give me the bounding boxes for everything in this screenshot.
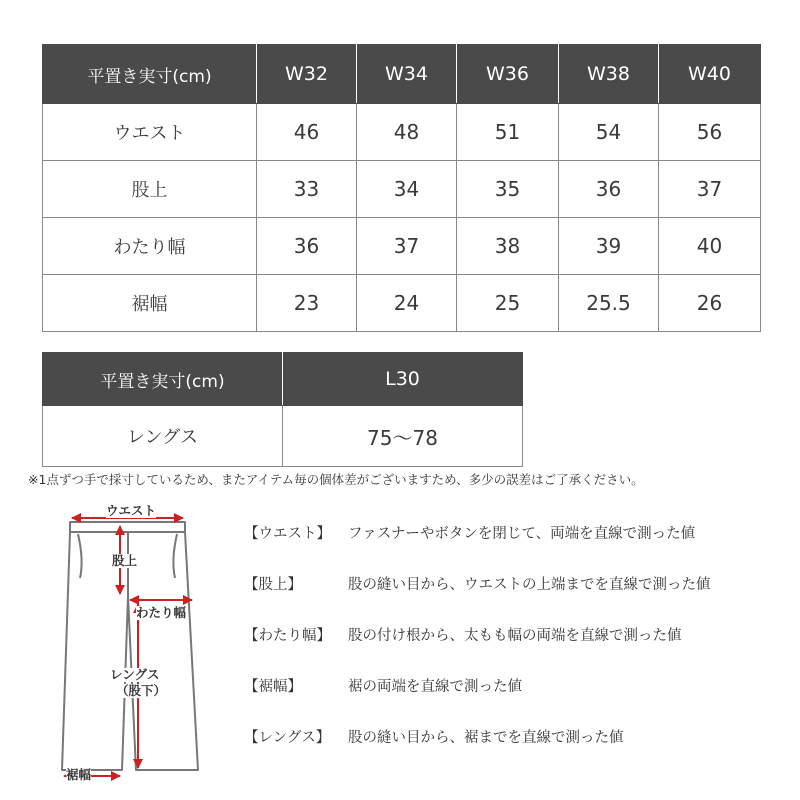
table-row (43, 406, 523, 467)
desc-term-hem: 【裾幅】 (244, 679, 302, 695)
table-row (43, 275, 761, 332)
list-item (244, 675, 784, 726)
diagram-label-inseam-sub: （股下） (116, 683, 167, 698)
table-cell: 39 (559, 218, 659, 275)
table-cell: 54 (559, 104, 659, 161)
pants-outline-icon (40, 500, 220, 790)
table-cell: 24 (357, 275, 457, 332)
size-col-w34: W34 (357, 45, 457, 104)
diagram-label-thigh: わたり幅 (136, 605, 187, 620)
size-col-w38: W38 (559, 45, 659, 104)
diagram-label-waist: ウエスト (106, 503, 157, 518)
table-cell: 36 (559, 161, 659, 218)
table-cell: 26 (659, 275, 761, 332)
list-item (244, 726, 784, 777)
table-row (43, 218, 761, 275)
table-cell: 37 (357, 218, 457, 275)
desc-text-waist: ファスナーやボタンを閉じて、両端を直線で測った値 (348, 526, 696, 542)
size-table-header-label: 平置き実寸(cm) (43, 45, 257, 104)
table-cell: 35 (457, 161, 559, 218)
size-table-header-row (43, 45, 761, 104)
table-cell: 46 (257, 104, 357, 161)
table-cell: 48 (357, 104, 457, 161)
desc-term-length: 【レングス】 (244, 730, 331, 746)
table-cell: 37 (659, 161, 761, 218)
row-label-length: レングス (43, 406, 283, 467)
list-item (244, 522, 784, 573)
desc-text-hem: 裾の両端を直線で測った値 (348, 679, 522, 695)
length-col-l30: L30 (283, 353, 523, 406)
diagram-label-inseam: レングス (110, 667, 160, 682)
length-table-header-label: 平置き実寸(cm) (43, 353, 283, 406)
row-label-waist: ウエスト (43, 104, 257, 161)
measurement-note: ※1点ずつ手で採寸しているため、またアイテム毎の個体差がございますため、多少の誤差はご了承ください。 (28, 472, 644, 487)
table-cell: 51 (457, 104, 559, 161)
table-cell: 56 (659, 104, 761, 161)
size-col-w36: W36 (457, 45, 559, 104)
length-table-header-row (43, 353, 523, 406)
pants-diagram (40, 500, 220, 790)
measurement-descriptions (244, 522, 784, 777)
table-cell: 75〜78 (283, 406, 523, 467)
size-col-w40: W40 (659, 45, 761, 104)
diagram-label-hem: 裾幅 (66, 767, 92, 782)
size-col-w32: W32 (257, 45, 357, 104)
desc-term-thigh: 【わたり幅】 (244, 628, 331, 644)
size-table (42, 44, 761, 332)
table-cell: 38 (457, 218, 559, 275)
desc-text-rise: 股の縫い目から、ウエストの上端までを直線で測った値 (348, 577, 711, 593)
table-cell: 34 (357, 161, 457, 218)
row-label-rise: 股上 (43, 161, 257, 218)
row-label-hem: 裾幅 (43, 275, 257, 332)
list-item (244, 624, 784, 675)
desc-term-waist: 【ウエスト】 (244, 526, 331, 542)
table-cell: 25 (457, 275, 559, 332)
list-item (244, 573, 784, 624)
table-cell: 36 (257, 218, 357, 275)
desc-term-rise: 【股上】 (244, 577, 302, 593)
length-table (42, 352, 523, 467)
table-cell: 40 (659, 218, 761, 275)
table-cell: 25.5 (559, 275, 659, 332)
table-cell: 33 (257, 161, 357, 218)
table-row (43, 104, 761, 161)
desc-text-length: 股の縫い目から、裾までを直線で測った値 (348, 730, 624, 746)
desc-text-thigh: 股の付け根から、太もも幅の両端を直線で測った値 (348, 628, 682, 644)
table-row (43, 161, 761, 218)
table-cell: 23 (257, 275, 357, 332)
row-label-thigh: わたり幅 (43, 218, 257, 275)
diagram-label-rise: 股上 (112, 553, 138, 568)
